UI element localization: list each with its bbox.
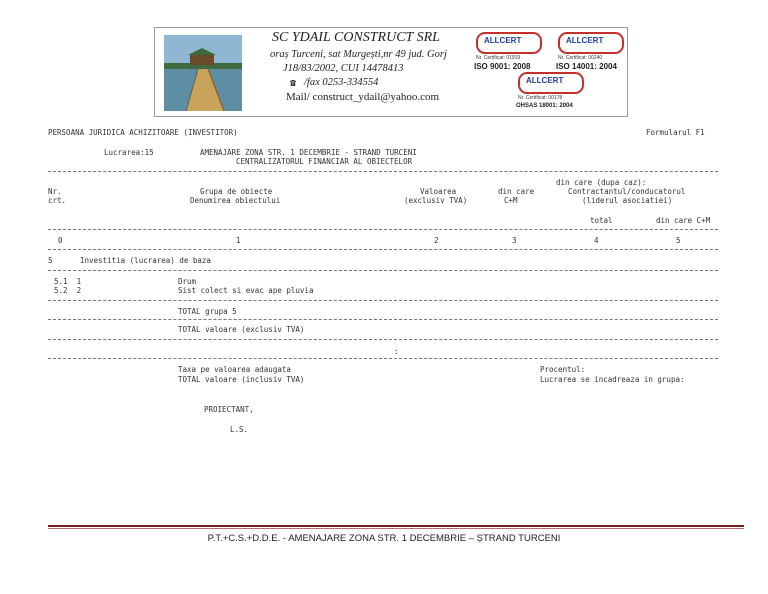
cert-brand: ALLCERT	[484, 36, 522, 45]
group-fit-label: Lucrarea se incadreaza in grupa:	[540, 375, 685, 384]
certificate-iso9001	[474, 32, 544, 72]
divider	[48, 270, 718, 271]
section-number: 5	[48, 256, 53, 265]
company-phone-fax: /fax 0253-334554	[304, 77, 379, 88]
company-registry: J18/83/2002, CUI 14478413	[283, 63, 404, 74]
divider	[48, 229, 718, 230]
divider	[48, 300, 718, 301]
cert-number: Nr. Certificat: 00240	[558, 55, 603, 61]
company-photo	[164, 35, 242, 111]
col-total-heading: total	[590, 216, 613, 225]
company-mail: Mail/ construct_ydail@yahoo.com	[286, 91, 440, 103]
beneficiary-label: PERSOANA JURIDICA ACHIZITOARE (INVESTITOR)	[48, 128, 238, 137]
total-excl-vat-label: TOTAL valoare (exclusiv TVA)	[178, 325, 305, 334]
col-number: 3	[512, 236, 517, 245]
col-value-heading: Valoarea	[420, 187, 457, 196]
col-cm-sub-heading: C+M	[504, 196, 518, 205]
footer-text: P.T.+C.S.+D.D.E. - AMENAJARE ZONA STR. 1 DECEMBRIE – ȘTRAND TURCENI	[207, 533, 561, 544]
divider	[48, 249, 718, 250]
col-contract-heading: din care (dupa caz):	[556, 178, 647, 187]
col-name-heading: Denumirea obiectului	[190, 196, 281, 205]
work-label: Lucrarea:15	[104, 148, 154, 157]
col-nr-heading: Nr.	[48, 187, 62, 196]
total-incl-vat-label: TOTAL valoare (inclusiv TVA)	[178, 375, 305, 384]
phone-icon: ☎	[290, 78, 297, 89]
total-group-label: TOTAL grupa 5	[178, 307, 237, 316]
percent-label: Procentul:	[540, 365, 586, 374]
cert-standard: ISO 14001: 2004	[556, 62, 617, 71]
table-row-name: Sist colect si evac ape pluvia	[178, 286, 314, 295]
col-crt-heading: crt.	[48, 196, 67, 205]
seal-label: L.S.	[230, 425, 249, 434]
certificate-iso14001	[556, 32, 626, 72]
cert-brand: ALLCERT	[566, 36, 604, 45]
col-leader-heading: (liderul asociatiei)	[582, 196, 673, 205]
col-cm-heading: din care	[498, 187, 535, 196]
company-address: oraș Turceni, sat Murgești,nr 49 jud. Gorj	[270, 49, 447, 60]
section-title: Investitia (lucrarea) de baza	[80, 256, 211, 265]
table-row-number: 5.2 2	[54, 286, 82, 295]
company-name: SC YDAIL CONSTRUCT SRL	[272, 30, 440, 45]
cert-standard: OHSAS 18001: 2004	[516, 103, 573, 109]
divider	[48, 339, 718, 340]
cert-number: Nr. Certificat: 00178	[518, 95, 563, 101]
cert-standard: ISO 9001: 2008	[474, 62, 531, 71]
footer-rule	[48, 525, 744, 527]
divider	[48, 358, 718, 359]
work-title: AMENAJARE ZONA STR. 1 DECEMBRIE - STRAND TURCENI	[200, 148, 417, 157]
certificate-ohsas18001	[516, 72, 588, 112]
table-row-name: Drum	[178, 277, 197, 286]
col-number: 2	[434, 236, 439, 245]
footer-rule-thin	[48, 528, 744, 529]
col-number: 1	[236, 236, 241, 245]
cert-number: Nr. Certificat: 01919	[476, 55, 521, 61]
col-number: 4	[594, 236, 599, 245]
document-subtitle: CENTRALIZATORUL FINANCIAR AL OBIECTELOR	[236, 157, 413, 166]
col-number: 5	[676, 236, 681, 245]
vat-label: Taxa pe valoarea adaugata	[178, 365, 291, 374]
pier-photo-icon	[164, 35, 242, 111]
cert-brand: ALLCERT	[526, 76, 564, 85]
col-contractor-heading: Contractantul/conducatorul	[568, 187, 686, 196]
form-label: Formularul F1	[646, 128, 705, 137]
divider	[48, 319, 718, 320]
table-row-number: 5.1 1	[54, 277, 82, 286]
col-value-sub-heading: (exclusiv TVA)	[404, 196, 468, 205]
col-number: 0	[58, 236, 63, 245]
col-total-cm-heading: din care C+M	[656, 216, 711, 225]
divider	[48, 171, 718, 172]
designer-label: PROIECTANT,	[204, 405, 254, 414]
colon-mark: :	[394, 347, 399, 356]
col-group-heading: Grupa de obiecte	[200, 187, 273, 196]
